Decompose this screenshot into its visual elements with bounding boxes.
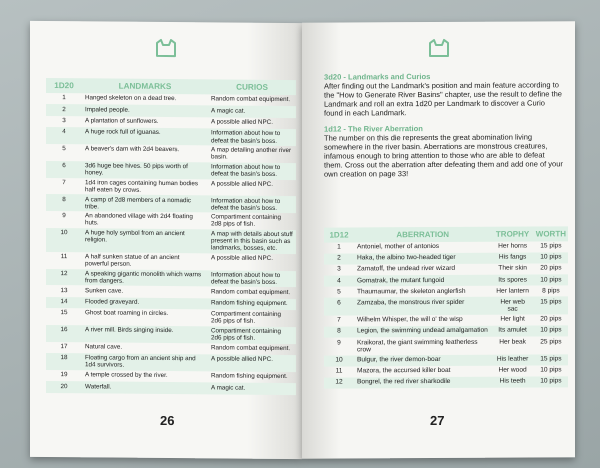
booklet xyxy=(30,22,575,458)
table-cell: 20 xyxy=(46,381,82,393)
table-cell: Random combat equipment. xyxy=(211,344,291,353)
table-cell: 4 xyxy=(324,276,354,287)
table-cell: 9 xyxy=(337,339,341,347)
table-cell: Natural cave. xyxy=(85,343,123,351)
table-cell: Information about how to defeat the basin's boss. xyxy=(208,129,296,147)
table-cell: Information about how to defeat the basin's boss. xyxy=(208,162,296,180)
section-text-landmarks: After finding out the Landmark's position and main feature according to the "How to Generate River Basins" chapter, use the result to define the Landmark and roll an extra 1d20 per Landmark to discover a Curio found in each Landmark. xyxy=(324,80,562,118)
table-cell: 11 xyxy=(60,253,68,261)
table-cell: A huge holy symbol from an ancient religion. xyxy=(82,228,208,253)
table-cell: 6 xyxy=(324,298,354,316)
table-cell: 10 pips xyxy=(534,325,568,336)
table-cell: A temple crossed by the river. xyxy=(85,371,168,380)
table-cell: 7 xyxy=(62,178,66,186)
table-cell: 15 pips xyxy=(534,354,568,365)
table-cell: Compartiment containing 2d8 pips of fish. xyxy=(211,213,282,229)
table-cell: 2 xyxy=(324,254,354,265)
table-cell: Hanged skeleton on a dead tree. xyxy=(85,94,177,103)
table-cell: Its spores xyxy=(491,275,533,286)
table-cell: 16 xyxy=(46,325,82,342)
table-cell: A beaver's dam with 2d4 beavers. xyxy=(85,145,180,154)
table-cell: A magic cat. xyxy=(208,383,296,395)
table-cell: 6 xyxy=(46,161,82,178)
table-cell: A magic cat. xyxy=(208,106,296,118)
page-number-right: 27 xyxy=(430,412,445,429)
table-cell: 8 xyxy=(46,194,82,211)
table-cell: A map with details about stuff present in this basin such as landmarks, bosses, etc. xyxy=(208,229,296,254)
table-cell: A possible allied NPC. xyxy=(211,118,273,127)
landmark-row xyxy=(46,381,296,395)
table-cell: A speaking gigantic monolith which warns from dangers. xyxy=(82,269,208,287)
table-cell: A huge rock full of iguanas. xyxy=(82,127,208,145)
table-cell: Flooded graveyard. xyxy=(82,297,208,309)
table-cell: Zamzaba, the monstrous river spider xyxy=(354,297,491,315)
table-cell: Their skin xyxy=(498,265,527,273)
section-title-aberration: 1d12 - The River Aberration xyxy=(324,124,423,134)
table-cell: Its amulet xyxy=(491,326,533,337)
table-cell: 3 xyxy=(62,117,66,125)
table-cell: 1d4 iron cages containing human bodies half eaten by crows. xyxy=(85,179,199,194)
header-worth: WORTH xyxy=(534,226,568,241)
table-cell: 10 xyxy=(324,355,354,366)
table-cell: 15 pips xyxy=(540,242,562,250)
table-cell: A map detailing another river basin. xyxy=(211,146,292,161)
table-cell: 4 xyxy=(46,127,82,144)
table-cell: 12 xyxy=(46,268,82,285)
table-cell: Sunken cave. xyxy=(85,286,124,295)
table-cell: Compartiment containing 2d6 pips of fish. xyxy=(208,326,296,344)
table-cell: 10 xyxy=(46,228,82,252)
table-cell: Random combat equipment. xyxy=(211,287,291,296)
right-page xyxy=(302,21,575,458)
table-cell: 10 pips xyxy=(540,366,562,374)
table-cell: 11 xyxy=(335,367,343,375)
table-cell: Legion, the swimming undead amalgamation xyxy=(354,326,491,338)
table-cell: Information about how to defeat the basin's boss. xyxy=(208,196,296,214)
rules-text xyxy=(324,71,564,185)
aberration-table xyxy=(324,226,568,388)
table-cell: Her wood xyxy=(498,366,527,374)
table-cell: 8 xyxy=(324,327,354,338)
table-cell: Antoniel, mother of antonios xyxy=(357,243,440,251)
header-trophy: TROPHY xyxy=(491,227,533,242)
table-cell: A possible allied NPC. xyxy=(211,254,273,262)
table-cell: Waterfall. xyxy=(82,381,208,393)
header-roll: 1D20 xyxy=(46,78,82,93)
table-cell: 3d6 huge bee hives. 50 pips worth of honey. xyxy=(82,161,208,179)
table-cell: 1 xyxy=(337,243,341,251)
table-cell: A possible allied NPC. xyxy=(208,354,296,372)
table-cell: Her horns xyxy=(498,242,528,250)
table-cell: 8 pips xyxy=(542,287,560,295)
table-cell: 5 xyxy=(337,288,341,296)
section-text-aberration: The number on this die represents the great abomination living somewhere in the river basin. Aberrations are monstrous creatures, infamous enough to bring attention to those who are able to defeat them. Cross out the aberration after defeating them and add one of your own creation on page 33! xyxy=(324,132,563,179)
table-cell: 10 pips xyxy=(534,376,568,387)
table-cell: Wilhelm Whisper, the will o' the wisp xyxy=(357,316,463,324)
left-page xyxy=(30,21,302,459)
table-cell: Kraikorat, the giant swimming featherless crow xyxy=(357,338,478,354)
header-aberration: ABERRATION xyxy=(354,227,491,243)
table-cell: Her light xyxy=(500,315,525,324)
table-cell: 2 xyxy=(46,104,82,116)
table-cell: Random fishing equipment. xyxy=(208,298,296,310)
header-landmarks: LANDMARKS xyxy=(82,78,208,94)
table-cell: Ghost boat roaming in circles. xyxy=(85,309,169,318)
table-cell: Her beak xyxy=(499,338,526,346)
table-cell: 9 xyxy=(62,212,66,220)
table-cell: 13 xyxy=(60,286,68,294)
table-cell: His fangs xyxy=(491,253,533,264)
table-cell: 10 pips xyxy=(534,275,568,286)
landmarks-table xyxy=(46,78,296,395)
table-cell: Thaumaumar, the skeleton anglerfish xyxy=(357,287,466,296)
table-cell: 15 pips xyxy=(534,297,568,315)
table-cell: Gomatrak, the mutant fungoid xyxy=(354,275,491,287)
table-cell: 7 xyxy=(337,316,341,324)
table-cell: Zamatoff, the undead river wizard xyxy=(357,265,456,273)
table-cell: 12 xyxy=(324,377,354,388)
page-number-left: 26 xyxy=(160,412,175,429)
cat-head-icon xyxy=(427,38,451,58)
table-cell: 20 pips xyxy=(540,315,562,323)
table-cell: 20 pips xyxy=(540,264,562,272)
table-cell: Haka, the albino two-headed tiger xyxy=(354,253,491,265)
table-cell: Random combat equipment. xyxy=(211,95,291,104)
table-cell: Impaled people. xyxy=(82,105,208,117)
table-cell: A river mill. Birds singing inside. xyxy=(82,325,208,343)
section-title-landmarks: 3d20 - Landmarks and Curios xyxy=(324,72,431,82)
table-cell: 14 xyxy=(46,297,82,309)
aberration-row xyxy=(324,297,568,316)
table-cell: Mazora, the accursed killer boat xyxy=(357,367,451,375)
aberration-table-header xyxy=(324,226,568,242)
table-cell: 25 pips xyxy=(540,337,562,346)
table-cell: 17 xyxy=(60,343,68,351)
table-cell: 18 xyxy=(46,353,82,370)
table-cell: 19 xyxy=(60,371,68,379)
table-cell: Her web sac xyxy=(491,297,533,315)
table-cell: Compartiment containing 2d6 pips of fish. xyxy=(211,310,282,326)
table-cell: Information about how to defeat the basin's boss. xyxy=(208,270,296,288)
table-cell: Floating cargo from an ancient ship and 1d4 survivors. xyxy=(82,353,208,371)
table-cell: 1 xyxy=(62,94,66,102)
table-cell: Random fishing equipment. xyxy=(211,372,288,381)
table-cell: 10 pips xyxy=(534,252,568,263)
aberration-row xyxy=(324,337,568,356)
table-cell: A half sunken statue of an ancient powerful person. xyxy=(85,253,180,268)
table-cell: 3 xyxy=(337,265,341,274)
header-curios: CURIOS xyxy=(208,79,296,95)
landmark-row xyxy=(46,228,296,254)
table-cell: A plantation of sunflowers. xyxy=(85,117,159,126)
header-roll: 1D12 xyxy=(324,227,354,242)
table-cell: A camp of 2d8 members of a nomadic tribe. xyxy=(82,195,208,213)
table-cell: An abandoned village with 2d4 floating huts. xyxy=(85,212,193,227)
table-cell: Bongrel, the red river sharkodile xyxy=(354,377,491,389)
table-cell: Her lantern xyxy=(496,287,529,295)
table-cell: His leather xyxy=(491,354,533,365)
aberration-row xyxy=(324,376,568,388)
table-cell: 15 xyxy=(60,309,68,317)
table-cell: His teeth xyxy=(491,377,533,388)
table-cell: Bulgur, the river demon-boar xyxy=(354,355,491,367)
cat-head-icon xyxy=(154,38,178,58)
table-cell: 5 xyxy=(62,145,66,153)
table-cell: A possible allied NPC. xyxy=(211,180,273,188)
